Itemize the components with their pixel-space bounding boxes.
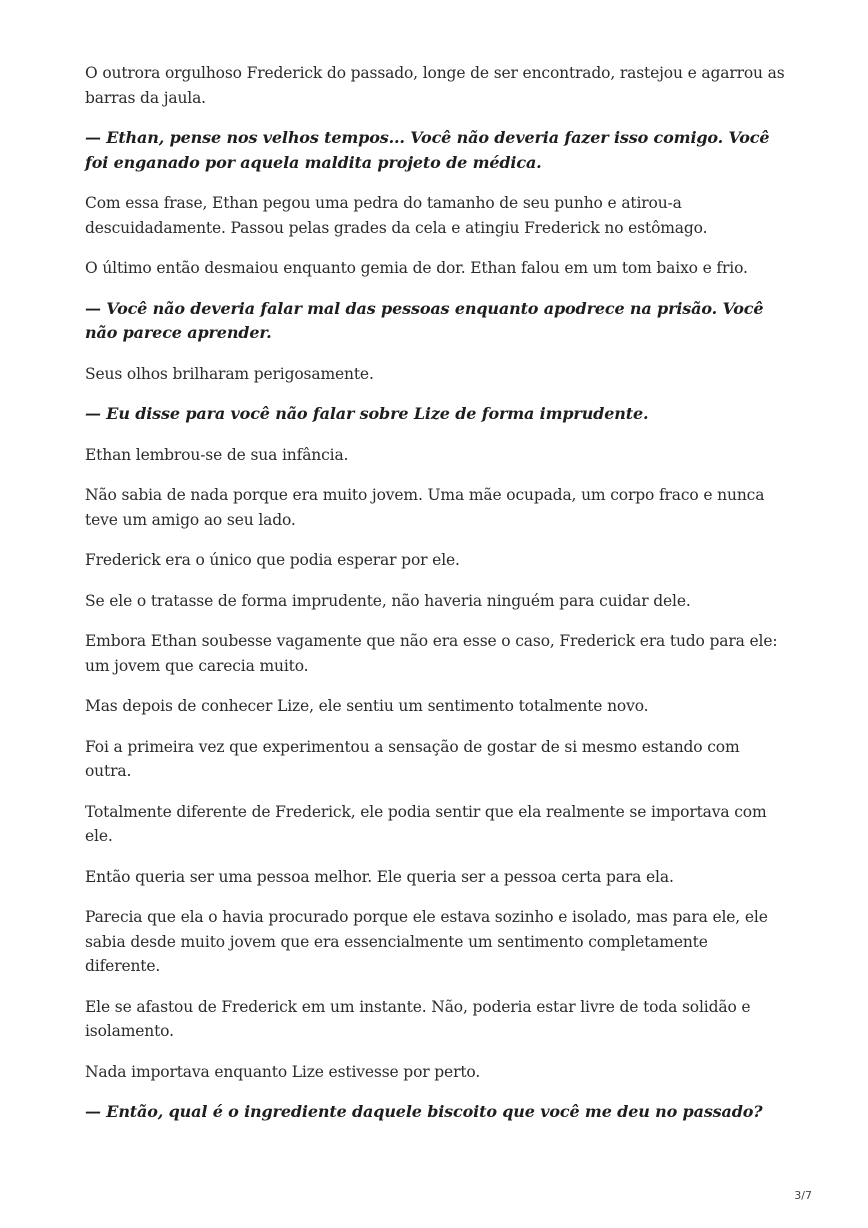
- paragraph-6: Seus olhos brilharam perigosamente.: [85, 364, 374, 383]
- paragraph-12: Embora Ethan soubesse vagamente que não era esse o caso, Frederick era tudo para ele: um jovem que carecia muito.: [85, 632, 778, 675]
- page-number: 3/7: [794, 1189, 812, 1202]
- dialogue-paragraph-5: — Você não deveria falar mal das pessoas enquanto apodrece na prisão. Você não parece aprender.: [85, 298, 764, 342]
- paragraph-11: Se ele o tratasse de forma imprudente, não haveria ninguém para cuidar dele.: [85, 591, 691, 610]
- paragraph-16: Então queria ser uma pessoa melhor. Ele queria ser a pessoa certa para ela.: [85, 867, 674, 886]
- paragraph-10: Frederick era o único que podia esperar por ele.: [85, 551, 460, 569]
- paragraph-3: Com essa frase, Ethan pegou uma pedra do tamanho de seu punho e atirou-a descuidadamente. Passou pelas grades da cela e atingiu Frederick no estômago.: [85, 194, 708, 237]
- paragraph-15: Totalmente diferente de Frederick, ele podia sentir que ela realmente se importava com ele.: [85, 802, 767, 845]
- paragraph-9: Não sabia de nada porque era muito jovem. Uma mãe ocupada, um corpo fraco e nunca teve um amigo ao seu lado.: [85, 486, 765, 529]
- dialogue-paragraph-20: — Então, qual é o ingrediente daquele biscoito que você me deu no passado?: [85, 1102, 763, 1121]
- paragraph-19: Nada importava enquanto Lize estivesse por perto.: [85, 1062, 481, 1081]
- paragraph-8: Ethan lembrou-se de sua infância.: [85, 445, 349, 464]
- paragraph-4: O último então desmaiou enquanto gemia de dor. Ethan falou em um tom baixo e frio.: [85, 259, 748, 277]
- dialogue-paragraph-2: — Ethan, pense nos velhos tempos... Você não deveria fazer isso comigo. Você foi enganado por aquela maldita projeto de médica.: [85, 128, 770, 172]
- paragraph-1: O outrora orgulhoso Frederick do passado, longe de ser encontrado, rastejou e agarrou as barras da jaula.: [85, 64, 785, 107]
- dialogue-paragraph-7: — Eu disse para você não falar sobre Lize de forma imprudente.: [85, 404, 649, 423]
- paragraph-14: Foi a primeira vez que experimentou a sensação de gostar de si mesmo estando com outra.: [85, 737, 740, 780]
- document-page: [85, 61, 785, 1141]
- paragraph-13: Mas depois de conhecer Lize, ele sentiu um sentimento totalmente novo.: [85, 697, 649, 715]
- paragraph-17: Parecia que ela o havia procurado porque ele estava sozinho e isolado, mas para ele, ele sabia desde muito jovem que era essencialmente um sentimento completamente diferente.: [85, 908, 768, 975]
- paragraph-18: Ele se afastou de Frederick em um instante. Não, poderia estar livre de toda solidão e isolamento.: [85, 997, 751, 1040]
